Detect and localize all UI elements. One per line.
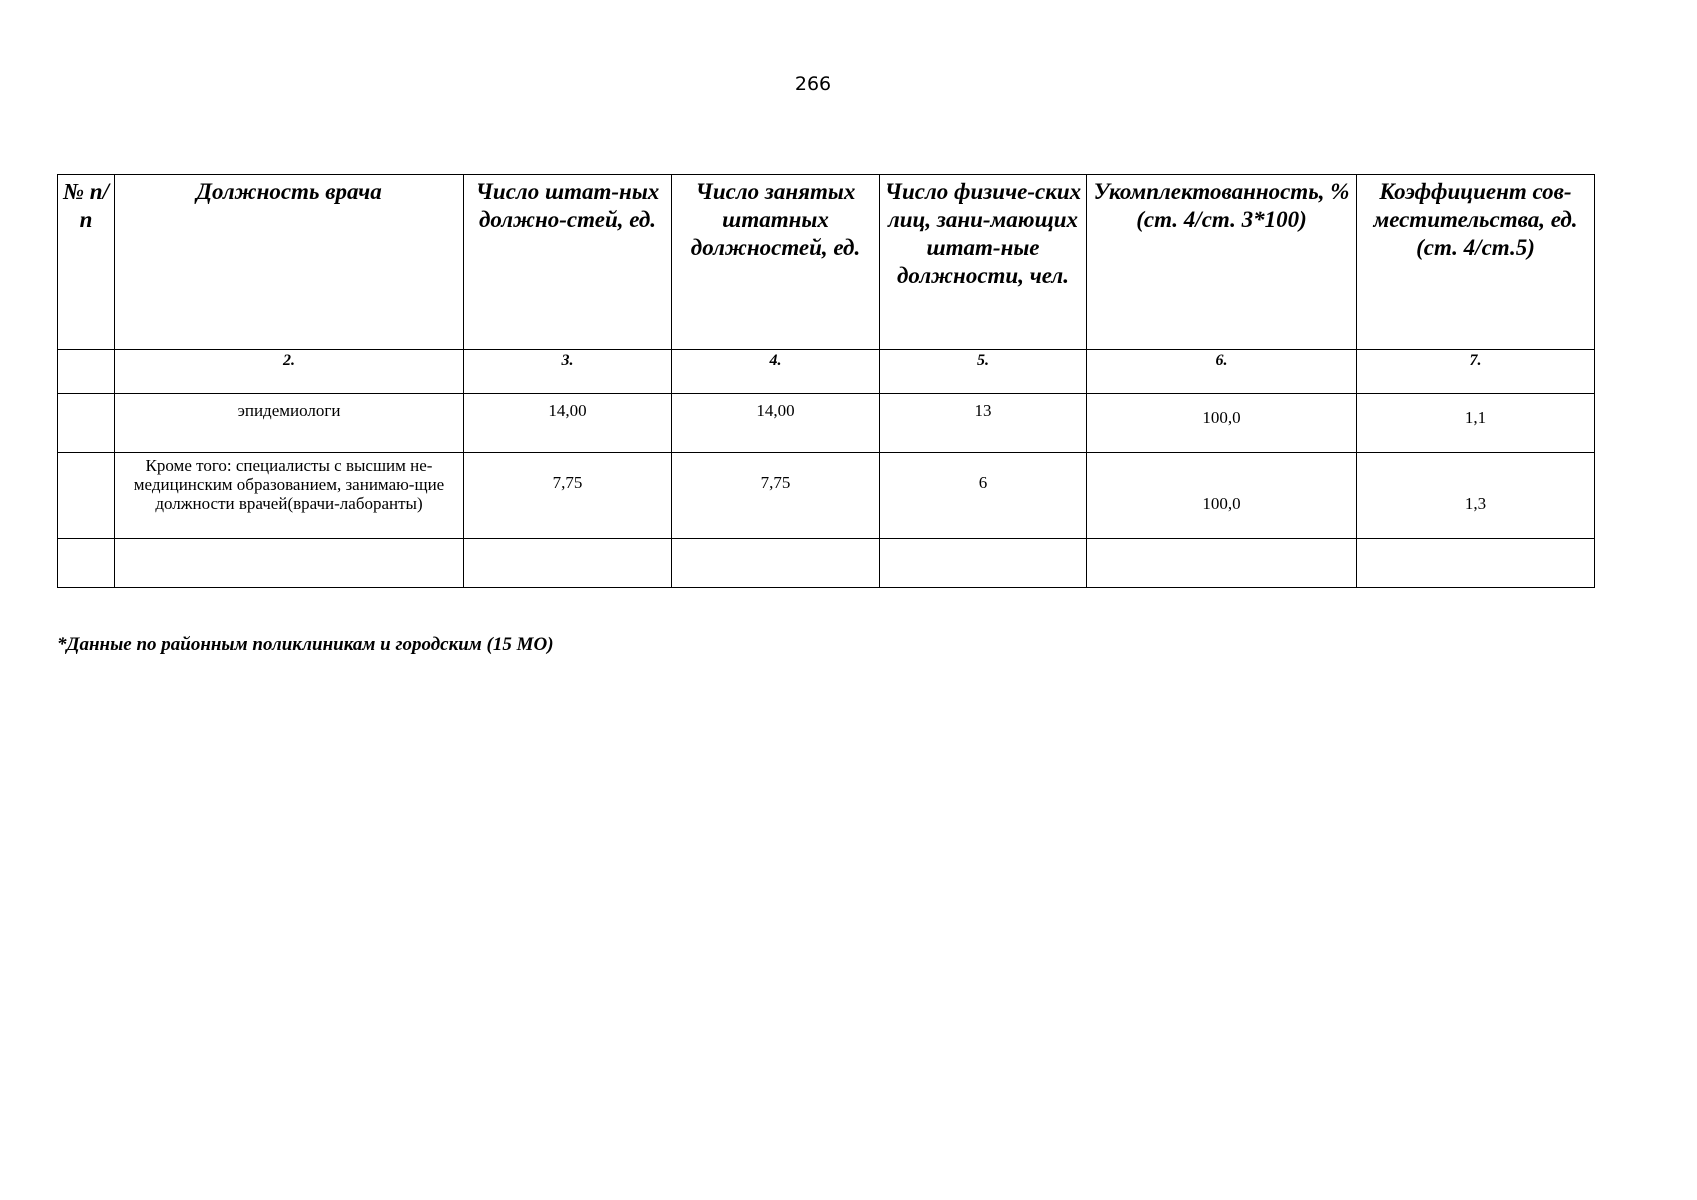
table-row [58,453,1595,539]
table-cell [672,539,880,588]
column-number: 5. [880,350,1087,394]
table-cell: 100,0 [1087,394,1357,453]
header-occupied-positions: Число занятых штатных должностей, ед. [672,175,880,350]
staffing-table [57,174,1595,588]
table-cell: 14,00 [672,394,880,453]
table-cell [1087,539,1357,588]
header-position: Должность врача [115,175,464,350]
table-cell [58,539,115,588]
column-number: 7. [1357,350,1595,394]
table-cell: 1,1 [1357,394,1595,453]
column-number [58,350,115,394]
table-cell: 1,3 [1357,453,1595,539]
table-cell: 13 [880,394,1087,453]
table-cell: 7,75 [464,453,672,539]
table-cell: эпидемиологи [115,394,464,453]
header-individuals: Число физиче-ских лиц, зани-мающих штат-ные должности, чел. [880,175,1087,350]
page-number: 266 [794,73,832,95]
table-cell: Кроме того: специалисты с высшим не-медицинским образованием, занимаю-щие должности врачей(врачи-лаборанты) [115,453,464,539]
header-number: № п/п [58,175,115,350]
table-cell [58,394,115,453]
table-cell [1357,539,1595,588]
header-staffing-level: Укомплектованность, % (ст. 4/ст. 3*100) [1087,175,1357,350]
footnote: *Данные по районным поликлиникам и городским (15 МО) [57,634,554,655]
header-combination-coefficient: Коэффициент сов-местительства, ед. (ст. 4/ст.5) [1357,175,1595,350]
table-cell: 7,75 [672,453,880,539]
table-cell: 100,0 [1087,453,1357,539]
header-row [58,175,1595,350]
table-cell: 14,00 [464,394,672,453]
table-cell [880,539,1087,588]
column-number: 3. [464,350,672,394]
column-number-row [58,350,1595,394]
table-row [58,394,1595,453]
table-cell: 6 [880,453,1087,539]
table-row [58,539,1595,588]
table-cell [464,539,672,588]
table-cell [58,453,115,539]
column-number: 2. [115,350,464,394]
column-number: 4. [672,350,880,394]
column-number: 6. [1087,350,1357,394]
header-staff-positions: Число штат-ных должно-стей, ед. [464,175,672,350]
table-cell [115,539,464,588]
